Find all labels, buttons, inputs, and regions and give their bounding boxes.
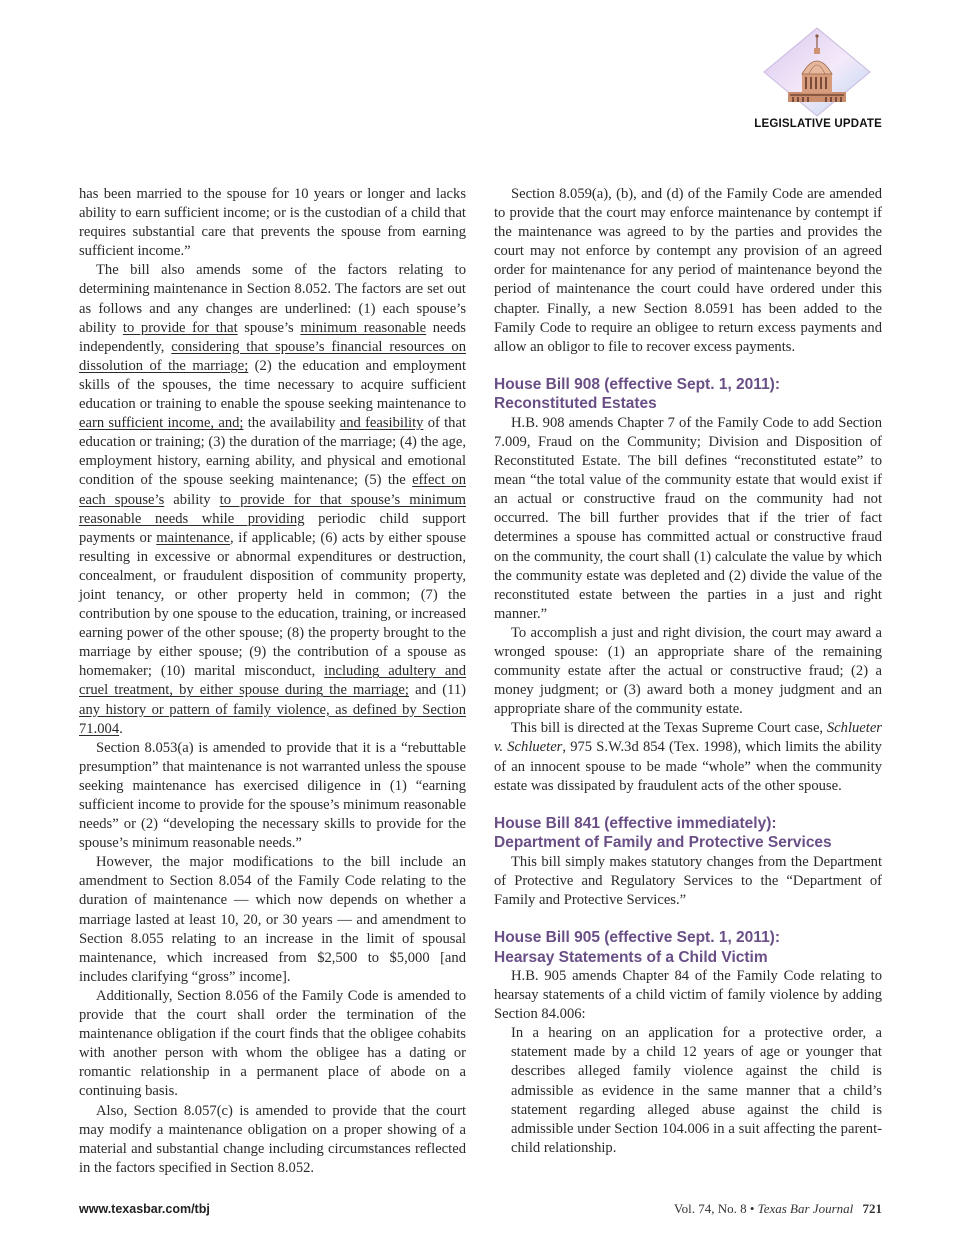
paragraph: This bill is directed at the Texas Supreme Court case, Schlueter v. Schlueter, 975 S.W.3d 854 (Tex. 1998), which limits the ability of an innocent spouse to be made “whole” when the community estate was dissipated by fraudulent acts of the other spouse. (494, 720, 882, 794)
underlined-text: effect on each spouse’s (79, 472, 466, 508)
section-label: LEGISLATIVE UPDATE (754, 118, 882, 130)
paragraph: Section 8.059(a), (b), and (d) of the Family Code are amended to provide that the court may enforce maintenance by contempt if the maintenance was agreed to by the parties and provides the court may not enforce by contempt any provision of an agreed order for maintenance for any period of maintenance beyond the period of maintenance the court could have ordered under this chapter. Finally, a new Section 8.0591 has been added to the Family Code to require an obligee to return excess payments and allow an obligor to file to recover excess payments. (494, 186, 882, 355)
underlined-text: to provide for that spouse’s minimum reasonable needs while providing (79, 491, 466, 527)
paragraph: Also, Section 8.057(c) is amended to provide that the court may modify a maintenance obligation on a proper showing of a material and substantial change including circumstances reflected in the factors specified in Section 8.052. (79, 1102, 466, 1176)
journal-name: Texas Bar Journal (757, 1201, 854, 1216)
paragraph: has been married to the spouse for 10 years or longer and lacks ability to earn sufficient income; or is the custodian of a child that requires substantial care that prevents the spouse from earning sufficient income.” (79, 186, 466, 260)
underlined-text: and feasibility (339, 415, 424, 432)
paragraph: H.B. 905 amends Chapter 84 of the Family Code relating to hearsay statements of a child victim of family violence by adding Section 84.006: (494, 968, 882, 1023)
factors-paragraph: The bill also amends some of the factors relating to determining maintenance in Section 8.052. The factors are set out as follows and any changes are underlined: (1) each spouse’s ability to provide for that spouse’s minimum reasonable needs independently, considering that spouse’s financial resources on dissolution of the marriage; (2) the education and employment skills of the spouses, the time necessary to acquire sufficient education or training to enable the spouse seeking maintenance to earn sufficient income, and; the availability and feasibility of that education or training; (3) the duration of the marriage; (4) the age, employment history, earning ability, and physical and emotional condition of the spouse seeking maintenance; (5) the effect on each spouse’s ability to provide for that spouse’s minimum reasonable needs while providing periodic child support payments or maintenance, if applicable; (6) acts by either spouse resulting in excessive or abnormal expenditures or destruction, concealment, or fraudulent disposition of community property, joint tenancy, or other property held in common; (7) the contribution by one spouse to the education, training, or increased earning power of the other spouse; (8) the property brought to the marriage by either spouse; (9) the contribution of a spouse as homemaker; (10) marital misconduct, including adultery and cruel treatment, by either spouse during the marriage; and (11) any history or pattern of family violence, as defined by Section 71.004. (79, 262, 467, 737)
underlined-text: considering that spouse’s financial resources on dissolution of the marriage; (79, 338, 466, 374)
capitol-dome-logo (762, 26, 872, 118)
left-column (79, 185, 466, 1178)
underlined-text: including adultery and cruel treatment, by either spouse during the marriage; (79, 663, 467, 699)
paragraph: However, the major modifications to the bill include an amendment to Section 8.054 of the Family Code relating to the duration of maintenance — which now depends on whether a marriage lasted at least 10, 20, or 30 years — and amendment to Section 8.055 relating to an increase in the limit of spousal maintenance, which increased from $2,500 to $5,000 [and includes clarifying “gross” income]. (79, 854, 466, 985)
underlined-text: any history or pattern of family violence, as defined by Section 71.004 (79, 701, 466, 737)
paragraph: To accomplish a just and right division, the court may award a wronged spouse: (1) an appropriate share of the remaining community estate after the actual or constructive fraud; (2) a money judgment; or (3) award both a money judgment and an appropriate share of the community estate. (494, 624, 882, 718)
hb841-heading: House Bill 841 (effective immediately): Department of Family and Protective Services (494, 814, 832, 852)
volume-number: Vol. 74, No. 8 (673, 1201, 747, 1216)
underlined-text: minimum reasonable (300, 319, 427, 336)
hb905-heading: House Bill 905 (effective Sept. 1, 2011): Hearsay Statements of a Child Victim (494, 929, 781, 966)
page-number: 721 (862, 1201, 882, 1216)
right-column (494, 185, 882, 1158)
bullet-separator: • (749, 1201, 755, 1216)
case-name: Schlueter v. Schlueter (494, 720, 882, 756)
footer-citation (674, 1201, 882, 1217)
footer-website-link[interactable]: www.texasbar.com/tbj (79, 1202, 210, 1216)
paragraph: Additionally, Section 8.056 of the Family Code is amended to provide that the court shall order the termination of the maintenance obligation if the court finds that the obligee cohabits with another person with whom the obligee has a dating or romantic relationship in a permanent place of abode on a continuing basis. (79, 987, 466, 1100)
paragraph: Section 8.053(a) is amended to provide that it is a “rebuttable presumption” that maintenance is not warranted unless the spouse seeking maintenance has exercised diligence in (1) “earning sufficient income to provide for the spouse’s minimum reasonable needs” or (2) “developing the necessary skills to provide for the spouse’s minimum reasonable needs.” (79, 739, 466, 852)
underlined-text: to provide for that (122, 319, 238, 336)
statute-quote: In a hearing on an application for a protective order, a statement made by a child 12 years of age or younger that describes alleged family violence against the child is admissible as evidence in the same manner that a child’s statement regarding alleged abuse against the child is admissible under Section 104.006 in a suit affecting the parent-child relationship. (511, 1025, 882, 1156)
underlined-text: maintenance (156, 529, 231, 546)
paragraph: H.B. 908 amends Chapter 7 of the Family Code to add Section 7.009, Fraud on the Community; Division and Disposition of Reconstituted Estate. The bill defines “reconstituted estate” to mean “the total value of the community estate that would exist if an actual or constructive fraud on the community had not occurred. The bill further provides that if the trier of fact determines a spouse has committed actual or constructive fraud on the community, the court shall (1) calculate the value by which the community estate was depleted and (2) divide the value of the reconstituted estate between the parties in a just and right manner.” (494, 414, 882, 622)
paragraph: This bill simply makes statutory changes from the Department of Protective and Regulatory Services to the “Department of Family and Protective Services.” (494, 853, 882, 908)
hb908-heading: House Bill 908 (effective Sept. 1, 2011): Reconstituted Estates (494, 375, 781, 413)
underlined-text: earn sufficient income, and; (79, 415, 244, 432)
